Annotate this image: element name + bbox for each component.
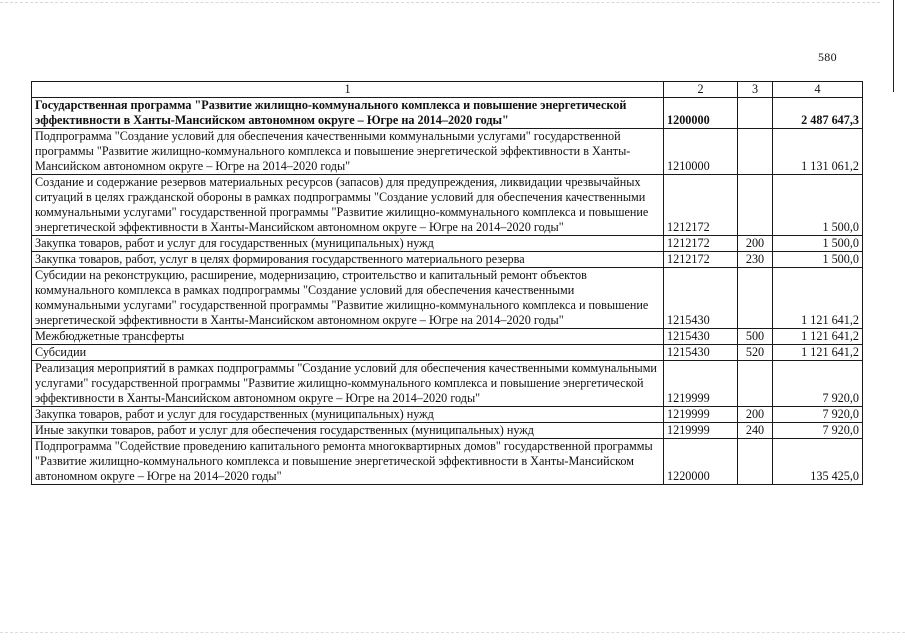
row-code: 1219999 bbox=[664, 423, 738, 439]
table-row bbox=[32, 252, 863, 268]
table-header-row bbox=[32, 82, 863, 98]
row-vr bbox=[738, 175, 773, 236]
row-vr: 200 bbox=[738, 236, 773, 252]
scan-noise-bottom bbox=[0, 632, 905, 635]
row-amount: 1 500,0 bbox=[773, 175, 863, 236]
scan-noise-top bbox=[0, 2, 880, 5]
table-body bbox=[32, 98, 863, 485]
table-row bbox=[32, 175, 863, 236]
table-row bbox=[32, 329, 863, 345]
header-col-3: 3 bbox=[738, 82, 773, 98]
row-code: 1219999 bbox=[664, 407, 738, 423]
table-row bbox=[32, 236, 863, 252]
table-row bbox=[32, 423, 863, 439]
row-code: 1212172 bbox=[664, 252, 738, 268]
row-name: Реализация мероприятий в рамках подпрограммы "Создание условий для обеспечения качественными коммунальными услугами" государственной программы "Развитие жилищно-коммунального комплекса и повышение энергетической эффективности в Ханты-Мансийском автономном округе – Югре на 2014–2020 годы" bbox=[32, 361, 664, 407]
page-edge-rule bbox=[893, 0, 894, 92]
row-amount: 7 920,0 bbox=[773, 361, 863, 407]
row-amount: 1 121 641,2 bbox=[773, 329, 863, 345]
row-amount: 1 131 061,2 bbox=[773, 129, 863, 175]
budget-table bbox=[31, 81, 863, 485]
row-amount: 1 500,0 bbox=[773, 252, 863, 268]
row-vr: 240 bbox=[738, 423, 773, 439]
table-row bbox=[32, 98, 863, 129]
page-number: 580 bbox=[818, 50, 837, 64]
row-amount: 7 920,0 bbox=[773, 407, 863, 423]
row-name: Закупка товаров, работ и услуг для государственных (муниципальных) нужд bbox=[32, 407, 664, 423]
row-code: 1212172 bbox=[664, 175, 738, 236]
table-row bbox=[32, 345, 863, 361]
table-row bbox=[32, 361, 863, 407]
row-code: 1215430 bbox=[664, 268, 738, 329]
row-code: 1215430 bbox=[664, 329, 738, 345]
header-col-2: 2 bbox=[664, 82, 738, 98]
header-col-1: 1 bbox=[32, 82, 664, 98]
row-vr: 230 bbox=[738, 252, 773, 268]
row-vr bbox=[738, 129, 773, 175]
row-amount: 1 121 641,2 bbox=[773, 345, 863, 361]
row-name: Государственная программа "Развитие жилищно-коммунального комплекса и повышение энергетической эффективности в Ханты-Мансийском автономном округе – Югре на 2014–2020 годы" bbox=[32, 98, 664, 129]
row-vr bbox=[738, 98, 773, 129]
row-vr: 200 bbox=[738, 407, 773, 423]
row-vr bbox=[738, 268, 773, 329]
row-code: 1210000 bbox=[664, 129, 738, 175]
row-name: Иные закупки товаров, работ и услуг для обеспечения государственных (муниципальных) нужд bbox=[32, 423, 664, 439]
row-vr: 500 bbox=[738, 329, 773, 345]
row-name: Закупка товаров, работ, услуг в целях формирования государственного материального резерва bbox=[32, 252, 664, 268]
row-name: Создание и содержание резервов материальных ресурсов (запасов) для предупреждения, ликвидации чрезвычайных ситуаций в целях гражданской обороны в рамках подпрограммы "Создание условий для обеспечения качественными коммунальными услугами" государственной программы "Развитие жилищно-коммунального комплекса и повышение энергетической эффективности в Ханты-Мансийском автономном округе – Югре на 2014–2020 годы" bbox=[32, 175, 664, 236]
header-col-4: 4 bbox=[773, 82, 863, 98]
table-row bbox=[32, 129, 863, 175]
row-name: Подпрограмма "Содействие проведению капитального ремонта многоквартирных домов" государственной программы "Развитие жилищно-коммунального комплекса и повышение энергетической эффективности в Ханты-Мансийском автономном округе – Югре на 2014–2020 годы" bbox=[32, 439, 664, 485]
row-amount: 1 121 641,2 bbox=[773, 268, 863, 329]
row-code: 1219999 bbox=[664, 361, 738, 407]
row-vr bbox=[738, 439, 773, 485]
table-row bbox=[32, 439, 863, 485]
row-amount: 1 500,0 bbox=[773, 236, 863, 252]
row-amount: 7 920,0 bbox=[773, 423, 863, 439]
row-amount: 2 487 647,3 bbox=[773, 98, 863, 129]
row-amount: 135 425,0 bbox=[773, 439, 863, 485]
row-name: Подпрограмма "Создание условий для обеспечения качественными коммунальными услугами" государственной программы "Развитие жилищно-коммунального комплекса и повышение энергетической эффективности в Ханты-Мансийском автономном округе – Югре на 2014–2020 годы" bbox=[32, 129, 664, 175]
row-vr: 520 bbox=[738, 345, 773, 361]
row-code: 1212172 bbox=[664, 236, 738, 252]
table-row bbox=[32, 407, 863, 423]
row-name: Межбюджетные трансферты bbox=[32, 329, 664, 345]
row-name: Закупка товаров, работ и услуг для государственных (муниципальных) нужд bbox=[32, 236, 664, 252]
row-code: 1215430 bbox=[664, 345, 738, 361]
row-code: 1200000 bbox=[664, 98, 738, 129]
row-code: 1220000 bbox=[664, 439, 738, 485]
row-name: Субсидии bbox=[32, 345, 664, 361]
table-row bbox=[32, 268, 863, 329]
row-vr bbox=[738, 361, 773, 407]
row-name: Субсидии на реконструкцию, расширение, модернизацию, строительство и капитальный ремонт объектов коммунального комплекса в рамках подпрограммы "Создание условий для обеспечения качественными коммунальными услугами" государственной программы "Развитие жилищно-коммунального комплекса и повышение энергетической эффективности в Ханты-Мансийском автономном округе – Югре на 2014–2020 годы" bbox=[32, 268, 664, 329]
